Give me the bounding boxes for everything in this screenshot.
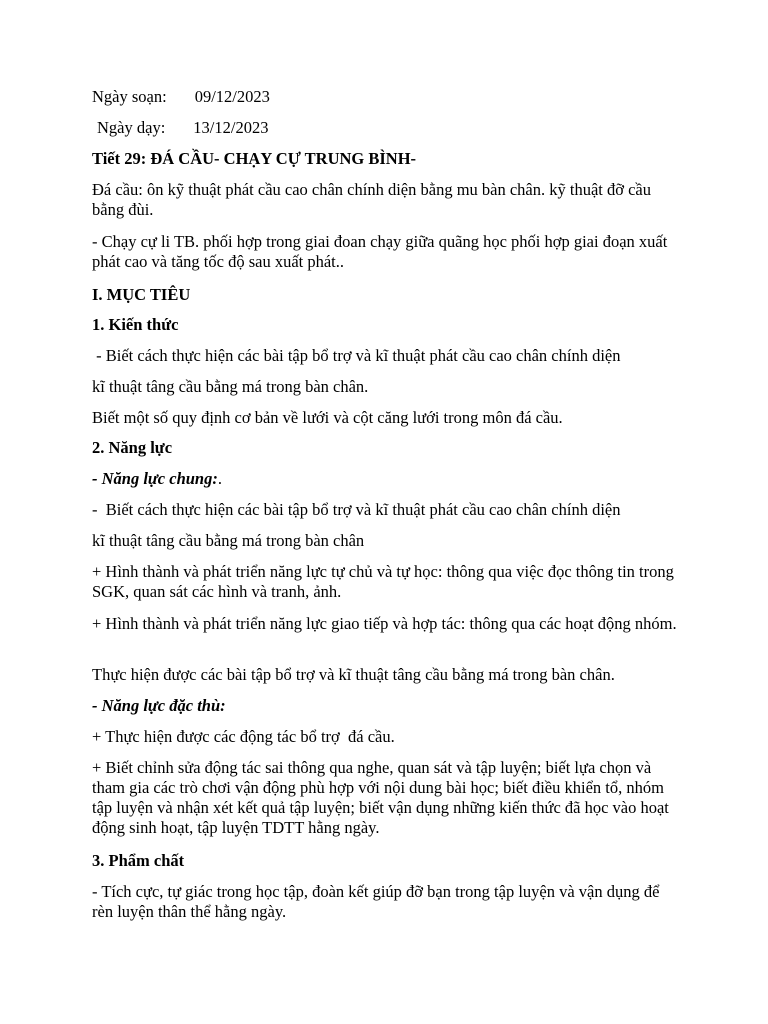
competence-heading: 2. Năng lực	[92, 438, 173, 457]
competence-line-4: + Hình thành và phát triển năng lực giao tiếp và hợp tác: thông qua các hoạt động nhóm.	[92, 614, 677, 633]
teach-date-line	[97, 118, 268, 138]
competence-line-5: Thực hiện được các bài tập bổ trợ và kĩ thuật tâng cầu bằng má trong bàn chân.	[92, 665, 615, 684]
general-competence-label: - Năng lực chung:	[92, 469, 218, 488]
competence-line-1: - Biết cách thực hiện các bài tập bổ trợ và kĩ thuật phát cầu cao chân chính diện	[92, 500, 621, 519]
knowledge-line-2: kĩ thuật tâng cầu bằng má trong bàn chân.	[92, 377, 369, 396]
intro-paragraph-1: Đá cầu: ôn kỹ thuật phát cầu cao chân chính diện bằng mu bàn chân. kỹ thuật đỡ cầu bằng đùi.	[92, 180, 651, 219]
lesson-title: Tiết 29: ĐÁ CẦU- CHẠY CỰ TRUNG BÌNH-	[92, 149, 417, 168]
quality-heading: 3. Phẩm chất	[92, 851, 185, 870]
objectives-heading: I. MỤC TIÊU	[92, 285, 191, 304]
competence-line-7: + Biết chỉnh sửa động tác sai thông qua nghe, quan sát và tập luyện; biết lựa chọn và tham gia các trò chơi vận động phù hợp với nội dung bài học; biết điều khiển tổ, nhóm tập luyện và nhận xét kết quả tập luyện; biết vận dụng những kiến thức đã học vào hoạt động sinh hoạt, tập luyện TDTT hằng ngày.	[92, 758, 669, 837]
prep-date-line	[92, 87, 270, 107]
general-competence-line	[92, 469, 222, 489]
teach-date-label: Ngày dạy:	[97, 118, 166, 137]
knowledge-heading: 1. Kiến thức	[92, 315, 179, 334]
prep-date-label: Ngày soạn:	[92, 87, 167, 106]
general-competence-suffix: .	[217, 469, 222, 488]
knowledge-line-3: Biết một số quy định cơ bản về lưới và cột căng lưới trong môn đá cầu.	[92, 408, 563, 427]
knowledge-line-1: - Biết cách thực hiện các bài tập bổ trợ và kĩ thuật phát cầu cao chân chính diện	[92, 346, 621, 365]
prep-date-value: 09/12/2023	[194, 87, 270, 106]
competence-line-6: + Thực hiện được các động tác bổ trợ đá cầu.	[92, 727, 395, 746]
teach-date-value: 13/12/2023	[193, 118, 269, 137]
competence-line-3: + Hình thành và phát triển năng lực tự chủ và tự học: thông qua việc đọc thông tin trong SGK, quan sát các hình và tranh, ảnh.	[92, 562, 674, 601]
intro-paragraph-2: - Chạy cự li TB. phối hợp trong giai đoan chạy giữa quãng học phối hợp giai đoạn xuất phát cao và tăng tốc độ sau xuất phát..	[92, 232, 668, 271]
competence-line-2: kĩ thuật tâng cầu bằng má trong bàn chân	[92, 531, 365, 550]
quality-line-1: - Tích cực, tự giác trong học tập, đoàn kết giúp đỡ bạn trong tập luyện và vận dụng để rèn luyện thân thể hằng ngày.	[92, 882, 660, 921]
specific-competence-label: - Năng lực đặc thù:	[92, 696, 226, 715]
